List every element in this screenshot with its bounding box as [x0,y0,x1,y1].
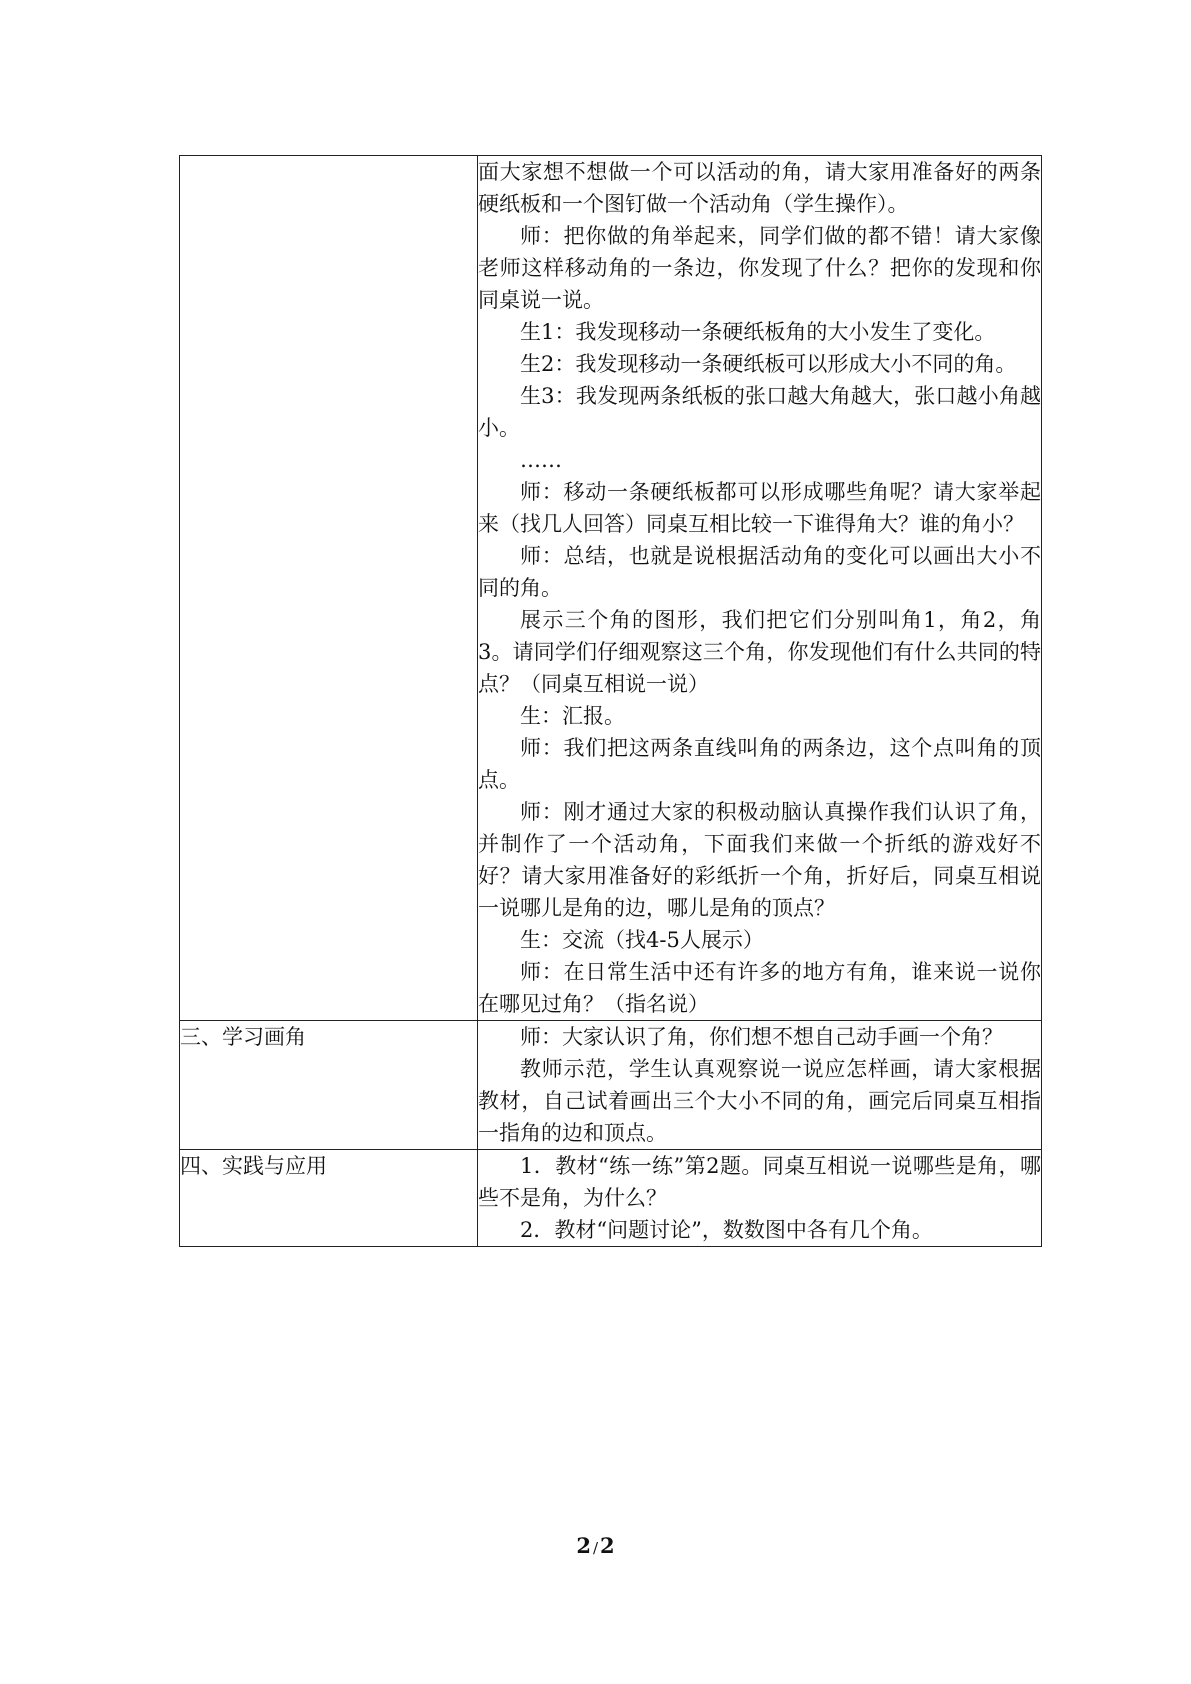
content-paragraph: 师：移动一条硬纸板都可以形成哪些角呢？请大家举起来（找几人回答）同桌互相比较一下谁得角大？谁的角小？ [478,480,1041,536]
content-paragraph: 生：汇报。 [520,704,625,728]
content-paragraph: 师：总结，也就是说根据活动角的变化可以画出大小不同的角。 [478,544,1041,600]
page-total: 2 [600,1533,615,1558]
table-body [180,156,1042,1247]
content-paragraph: 2．教材“问题讨论”，数数图中各有几个角。 [520,1218,933,1242]
content-paragraph: 面大家想不想做一个可以活动的角，请大家用准备好的两条硬纸板和一个图钉做一个活动角（学生操作）。 [478,160,1041,216]
table-row [180,1021,1042,1150]
content-paragraph: 师：大家认识了角，你们想不想自己动手画一个角？ [520,1025,1003,1049]
section-content [478,1021,1042,1150]
section-label: 三、学习画角 [180,1021,478,1150]
section-label: 四、实践与应用 [180,1150,478,1247]
content-paragraph: 生1：我发现移动一条硬纸板角的大小发生了变化。 [520,320,996,344]
content-paragraph: 教师示范，学生认真观察说一说应怎样画，请大家根据教材，自己试着画出三个大小不同的角，画完后同桌互相指一指角的边和顶点。 [478,1057,1041,1145]
page-separator: / [592,1539,599,1557]
content-paragraph: 师：在日常生活中还有许多的地方有角，谁来说一说你在哪见过角？（指名说） [478,960,1041,1016]
content-paragraph: 生2：我发现移动一条硬纸板可以形成大小不同的角。 [520,352,1017,376]
content-paragraph: 师：把你做的角举起来，同学们做的都不错！请大家像老师这样移动角的一条边，你发现了什么？把你的发现和你同桌说一说。 [478,224,1041,312]
section-content [478,1150,1042,1247]
table-row [180,1150,1042,1247]
content-paragraph: …… [520,448,562,472]
page-current: 2 [576,1533,591,1558]
section-label [180,156,478,1021]
content-paragraph: 生：交流（找4-5人展示） [520,928,764,952]
page-number [0,1532,1191,1562]
content-paragraph: 师：我们把这两条直线叫角的两条边，这个点叫角的顶点。 [478,736,1041,792]
content-paragraph: 1．教材“练一练”第2题。同桌互相说一说哪些是角，哪些不是角，为什么？ [478,1154,1041,1210]
content-paragraph: 师：刚才通过大家的积极动脑认真操作我们认识了角，并制作了一个活动角，下面我们来做一个折纸的游戏好不好？请大家用准备好的彩纸折一个角，折好后，同桌互相说一说哪儿是角的边，哪儿是角的顶点？ [478,800,1041,920]
content-paragraph: 展示三个角的图形，我们把它们分别叫角1，角2，角3。请同学们仔细观察这三个角，你发现他们有什么共同的特点？（同桌互相说一说） [478,608,1041,696]
lesson-plan-table [179,155,1042,1247]
table-row [180,156,1042,1021]
content-paragraph: 生3：我发现两条纸板的张口越大角越大，张口越小角越小。 [478,384,1041,440]
section-content [478,156,1042,1021]
